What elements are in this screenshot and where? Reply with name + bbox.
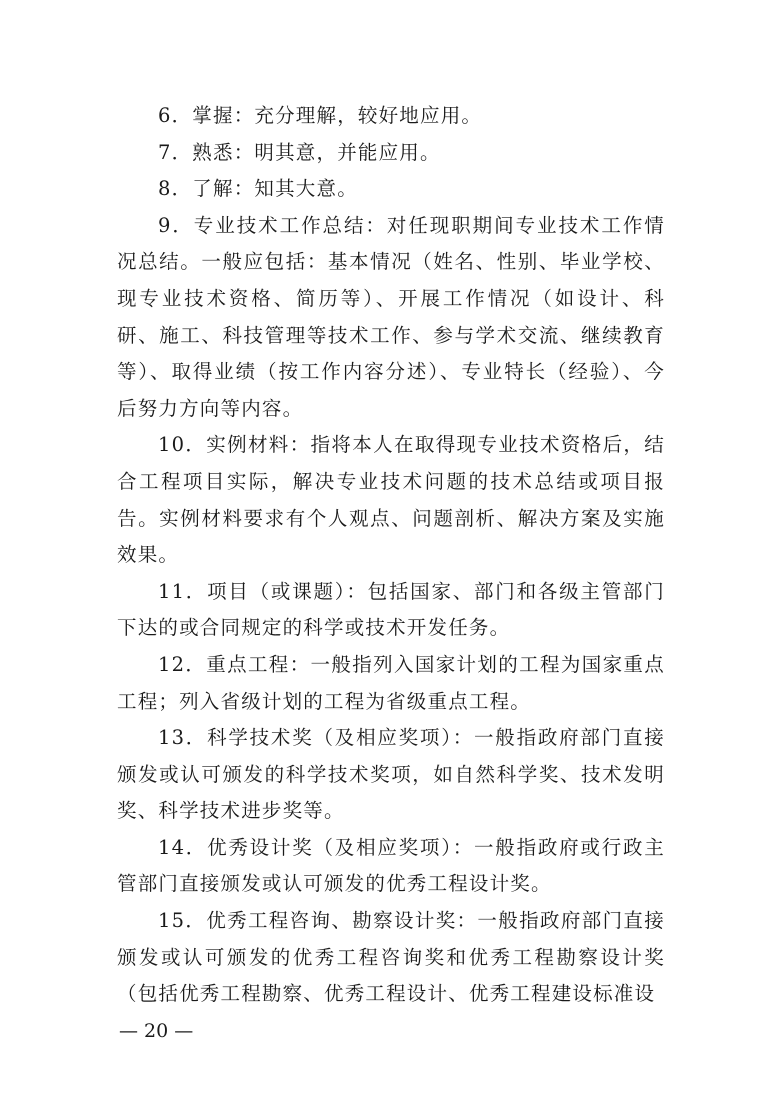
paragraph-item-14: 14．优秀设计奖（及相应奖项）：一般指政府或行政主管部门直接颁发或认可颁发的优秀工程设计奖。: [117, 835, 665, 896]
paragraph-item-13: 13．科学技术奖（及相应奖项）：一般指政府部门直接颁发或认可颁发的科学技术奖项，如自然科学奖、技术发明奖、科学技术进步奖等。: [117, 726, 665, 823]
paragraph-item-7: 7．熟悉：明其意，并能应用。: [158, 140, 441, 164]
paragraph-item-12: 12．重点工程：一般指列入国家计划的工程为国家重点工程；列入省级计划的工程为省级重点工程。: [117, 652, 665, 713]
paragraph-item-11: 11．项目（或课题）：包括国家、部门和各级主管部门下达的或合同规定的科学或技术开发任务。: [117, 579, 665, 640]
document-body: [117, 98, 665, 1013]
paragraph-item-9: 9．专业技术工作总结：对任现职期间专业技术工作情况总结。一般应包括：基本情况（姓名、性别、毕业学校、现专业技术资格、简历等）、开展工作情况（如设计、科研、施工、科技管理等技术工作、参与学术交流、继续教育等）、取得业绩（按工作内容分述）、专业特长（经验）、今后努力方向等内容。: [117, 213, 665, 420]
paragraph-item-10: 10．实例材料：指将本人在取得现专业技术资格后，结合工程项目实际，解决专业技术问题的技术总结或项目报告。实例材料要求有个人观点、问题剖析、解决方案及实施效果。: [117, 433, 665, 567]
page-number: — 20 —: [119, 1020, 194, 1042]
paragraph-item-8: 8．了解：知其大意。: [158, 177, 358, 201]
paragraph-item-6: 6．掌握：充分理解，较好地应用。: [158, 104, 483, 127]
paragraph-item-15: 15．优秀工程咨询、勘察设计奖：一般指政府部门直接颁发或认可颁发的优秀工程咨询奖和优秀工程勘察设计奖（包括优秀工程勘察、优秀工程设计、优秀工程建设标准设: [117, 909, 665, 1006]
